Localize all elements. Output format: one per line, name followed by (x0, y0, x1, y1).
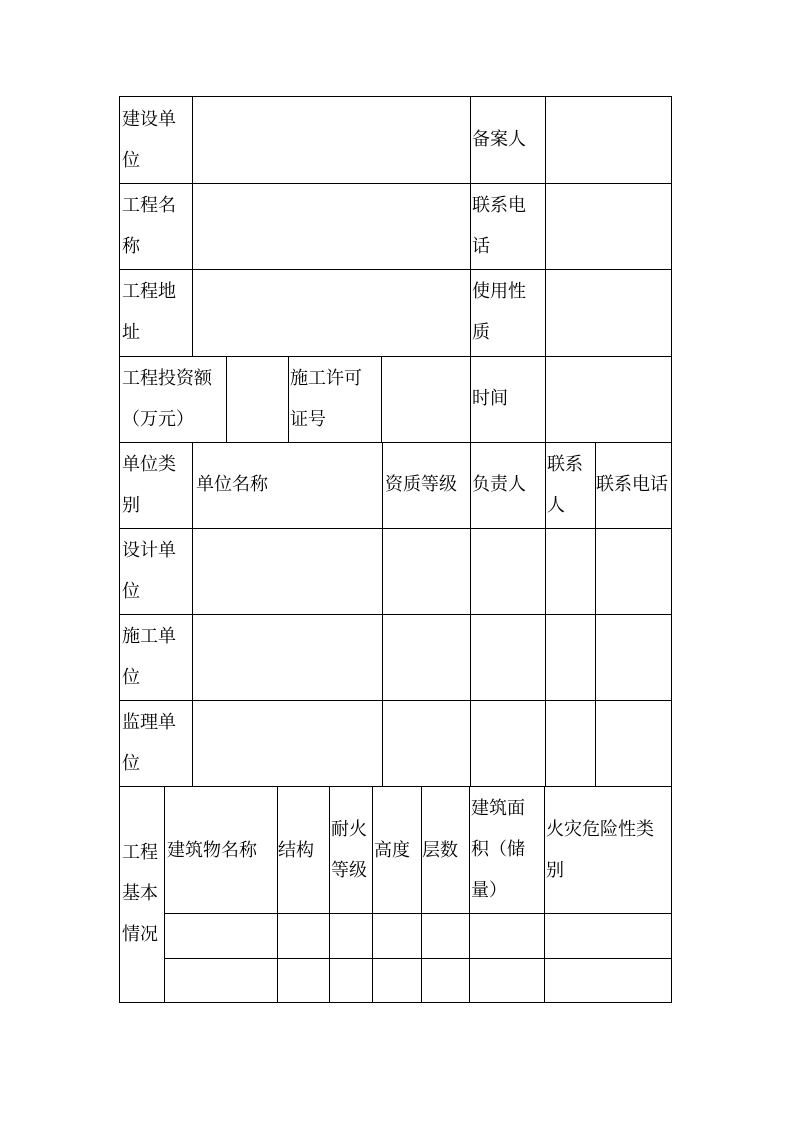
label-construction-unit: 建设单 位 (122, 109, 176, 171)
label-project-address: 工程地 址 (122, 281, 176, 343)
project-col-floors (421, 786, 470, 1002)
project-col-structure (277, 786, 329, 1002)
project-col-height (372, 786, 421, 1002)
row4-input-a[interactable] (226, 356, 288, 442)
header-contact-phone: 联系电话 (596, 474, 668, 495)
label-design-unit: 设计单 位 (122, 540, 176, 602)
row2-input-a[interactable] (192, 183, 470, 269)
project-data-row1-divider (164, 913, 671, 914)
header-fire-hazard-category: 火灾危险性类 别 (546, 819, 654, 881)
project-col-building-name (164, 786, 277, 1002)
label-project-name: 工程名 称 (122, 195, 176, 257)
label-investment-amount: 工程投资额 （万元） (122, 368, 212, 430)
header-unit-name: 单位名称 (196, 474, 268, 495)
label-contact-phone: 联系电 话 (472, 195, 526, 257)
row1-input-a[interactable] (192, 97, 470, 183)
label-usage-nature: 使用性 质 (472, 281, 526, 343)
label-project-basic-info: 工程 基本 情况 (122, 842, 158, 945)
row4-input-b[interactable] (381, 356, 470, 442)
units-row1-divider (120, 528, 671, 529)
header-building-name: 建筑物名称 (167, 840, 257, 861)
label-construction-contractor: 施工单 位 (122, 626, 176, 688)
form-table (119, 96, 672, 1003)
header-principal: 负责人 (472, 474, 526, 495)
label-permit-number: 施工许可 证号 (290, 368, 362, 430)
row3-input-a[interactable] (192, 269, 470, 356)
label-supervision-unit: 监理单 位 (122, 712, 176, 774)
units-row3-divider (120, 700, 671, 701)
row2-input-b[interactable] (545, 183, 671, 269)
row3-input-b[interactable] (545, 269, 671, 356)
header-qualification-level: 资质等级 (385, 474, 457, 495)
header-floors: 层数 (422, 840, 458, 861)
header-height: 高度 (374, 840, 410, 861)
row1-input-b[interactable] (545, 97, 671, 183)
label-filer: 备案人 (472, 129, 526, 150)
header-unit-category: 单位类 别 (122, 454, 176, 516)
header-structure: 结构 (278, 840, 314, 861)
project-data-row2-divider (164, 958, 671, 959)
row4-input-c[interactable] (545, 356, 671, 442)
header-contact-person: 联系 人 (547, 454, 583, 516)
header-fire-rating: 耐火 等级 (331, 819, 367, 881)
units-row2-divider (120, 614, 671, 615)
header-building-area: 建筑面 积（储 量） (471, 798, 525, 901)
label-time: 时间 (472, 388, 508, 409)
